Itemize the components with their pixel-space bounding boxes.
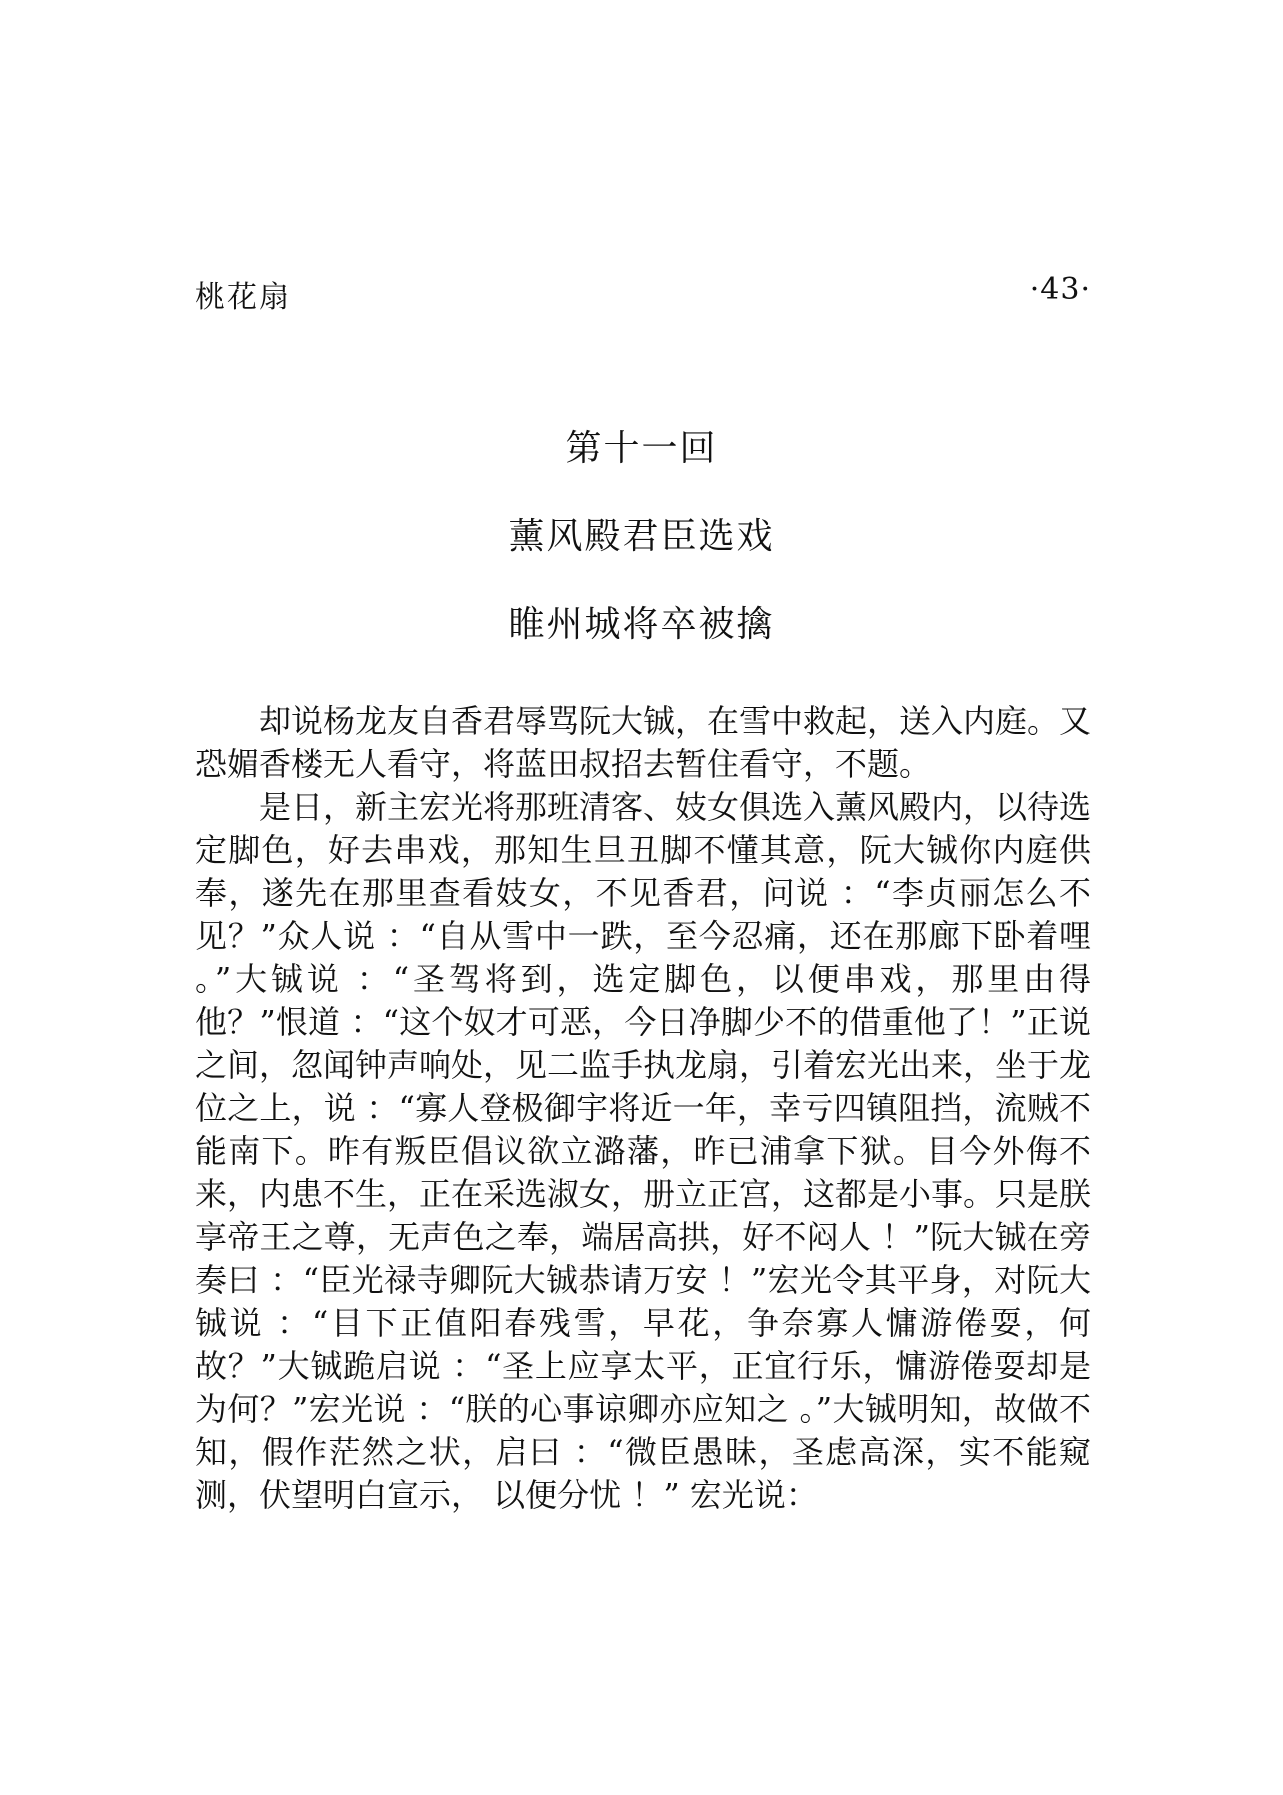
running-head — [195, 272, 1091, 315]
paragraph: 却说杨龙友自香君辱骂阮大铖，在雪中救起，送入内庭。又恐媚香楼无人看守，将蓝田叔招去暂住看守，不题。 — [195, 702, 1092, 783]
paragraph: 是日，新主宏光将那班清客、妓女俱选入薰风殿内，以待选定脚色，好去串戏，那知生旦丑脚不懂其意，阮大铖你内庭供奉，遂先在那里查看妓女，不见香君，问说 ：“李贞丽怎么不见？”众人说 ：“自从雪中一跌，至今忍痛，还在那廊下卧着哩 。”大铖说 ：“圣驾将到，选定脚色，以便串戏，那里由得他？”恨道 ：“这个奴才可恶，今日净脚少不的借重他了！”正说之间，忽闻钟声响处，见二监手执龙扇，引着宏光出来，坐于龙位之上，说 ：“寡人登极御宇将近一年，幸亏四镇阻挡，流贼不能南下。昨有叛臣倡议欲立潞藩，昨已浦拿下狱。目今外侮不来，内患不生，正在采选淑女，册立正宫，这都是小事。只是朕享帝王之尊，无声色之奉，端居高拱，好不闷人 ！”阮大铖在旁奏曰 ：“臣光禄寺卿阮大铖恭请万安 ！”宏光令其平身，对阮大铖说 ：“目下正值阳春残雪，早花，争奈寡人慵游倦耍，何故？”大铖跪启说 ：“圣上应享太平，正宜行乐，慵游倦耍却是为何？”宏光说 ：“朕的心事谅卿亦应知之 。”大铖明知，故做不知，假作茫然之状，启曰 ：“微臣愚昧，圣虑高深，实不能窥测，伏望明白宣示， 以便分忧 ！” 宏光说： — [195, 788, 1092, 1514]
chapter-title-line-1: 薰风殿君臣选戏 — [508, 516, 775, 557]
running-title: 桃花扇 — [195, 280, 291, 315]
chapter-number: 第十一回 — [565, 428, 718, 469]
chapter-title-line-2: 睢州城将卒被擒 — [508, 604, 775, 645]
body-text — [195, 700, 1091, 1517]
page-number: ·43· — [1029, 272, 1091, 307]
